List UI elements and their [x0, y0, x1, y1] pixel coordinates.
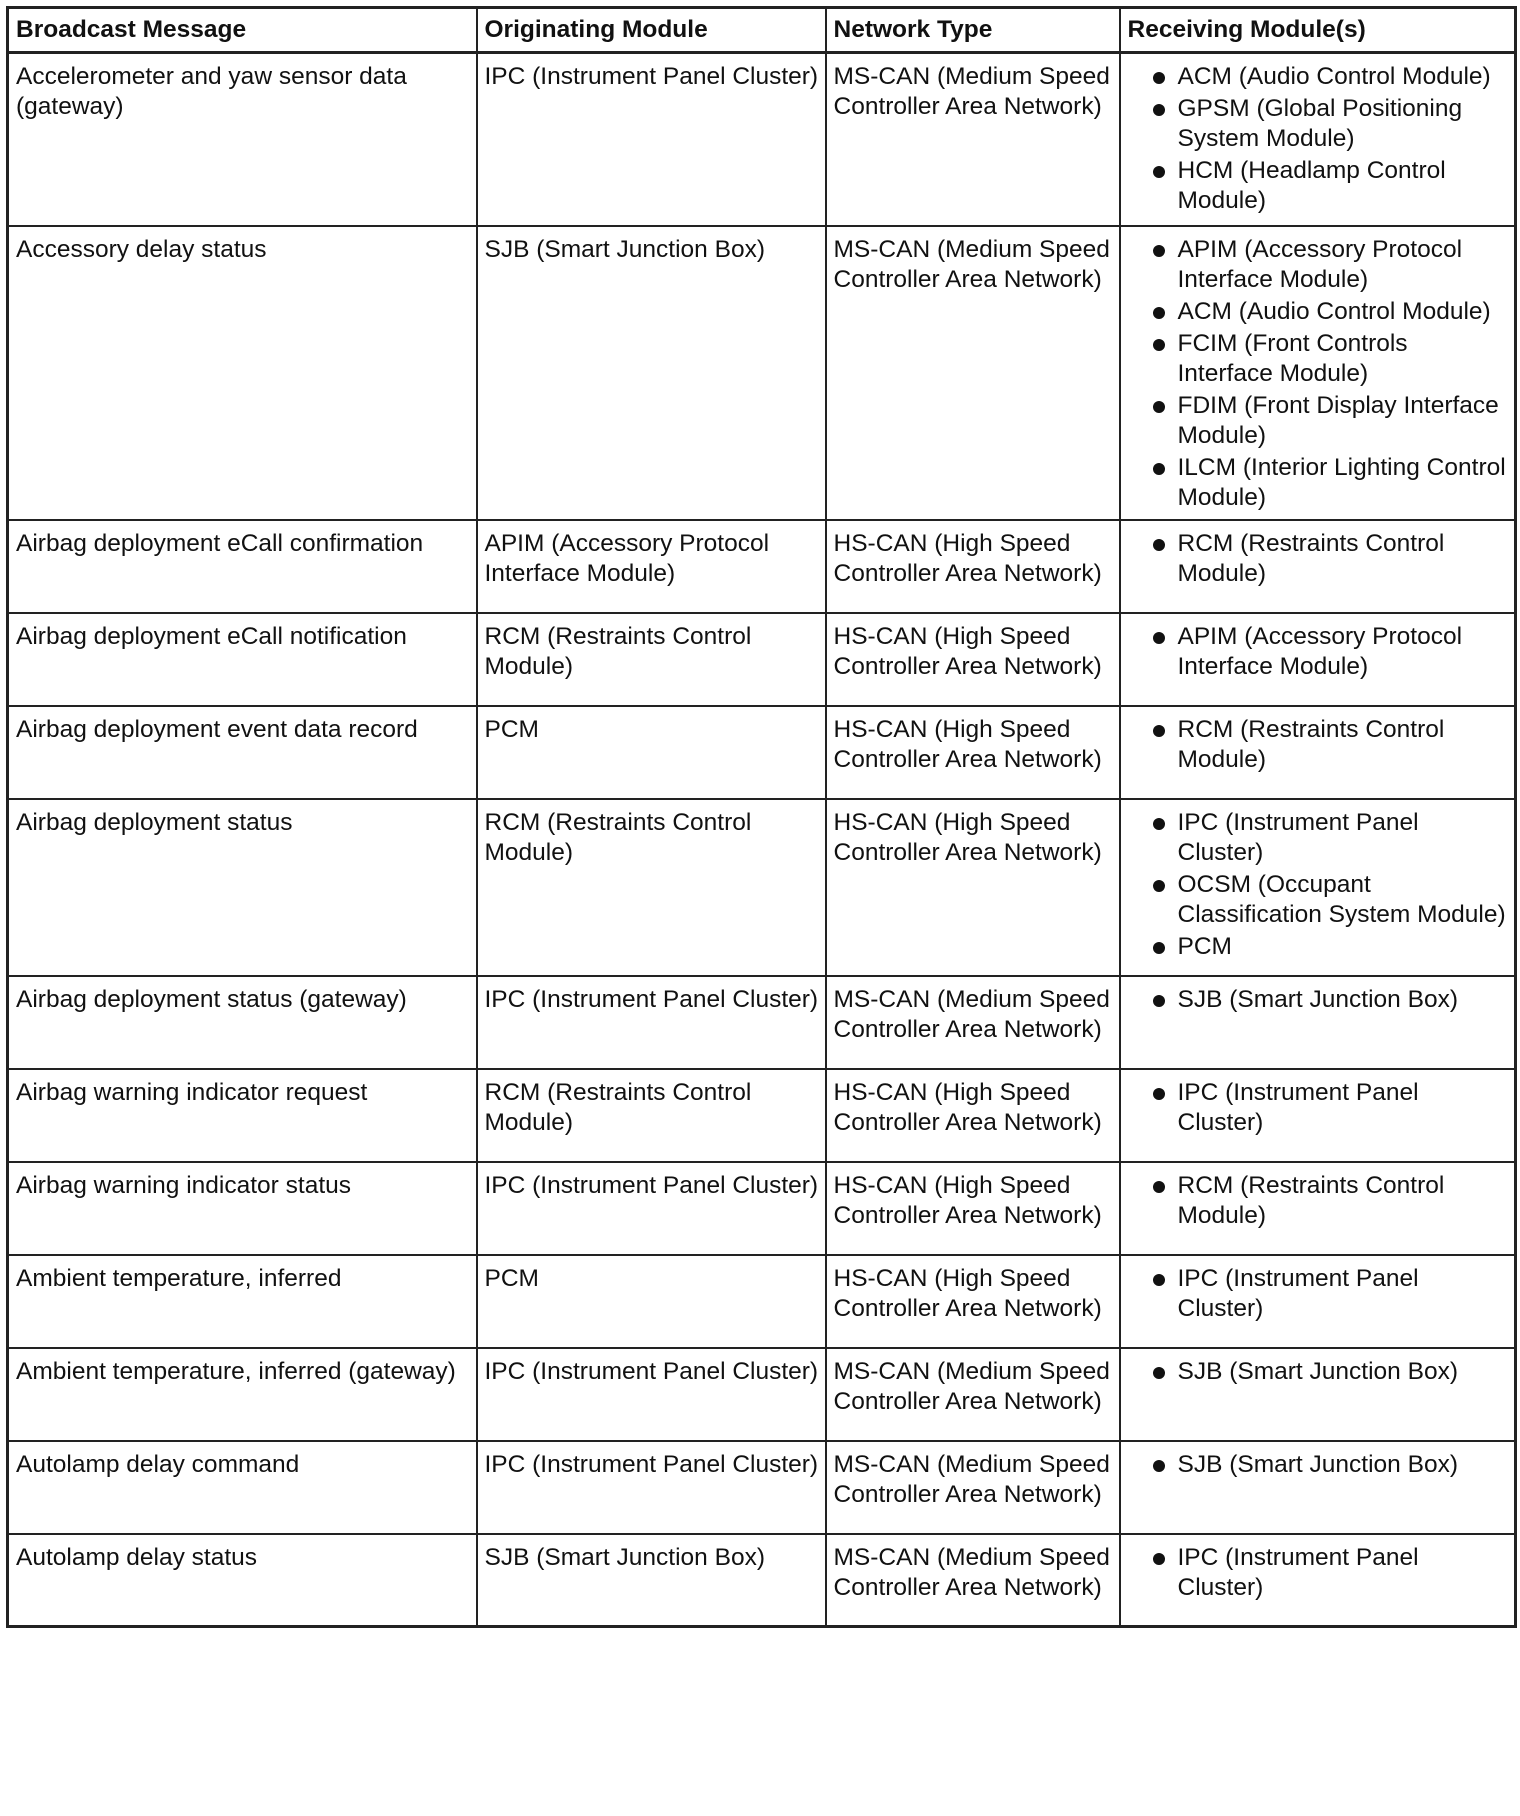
cell-network-type: HS-CAN (High Speed Controller Area Network) — [826, 1162, 1120, 1255]
cell-originating-module: SJB (Smart Junction Box) — [477, 1534, 826, 1627]
cell-broadcast-message: Airbag deployment eCall confirmation — [8, 520, 477, 613]
receiving-module-item: APIM (Accessory Protocol Interface Module) — [1128, 622, 1509, 682]
receiving-module-item: RCM (Restraints Control Module) — [1128, 529, 1509, 589]
cell-network-type: HS-CAN (High Speed Controller Area Network) — [826, 799, 1120, 976]
table-header — [8, 8, 1516, 53]
cell-receiving-modules — [1120, 1069, 1516, 1162]
header-broadcast-message: Broadcast Message — [8, 8, 477, 53]
receiving-module-item: OCSM (Occupant Classification System Module) — [1128, 870, 1509, 930]
receiving-module-item: ACM (Audio Control Module) — [1128, 62, 1509, 92]
cell-originating-module: RCM (Restraints Control Module) — [477, 799, 826, 976]
receiving-module-item: GPSM (Global Positioning System Module) — [1128, 94, 1509, 154]
cell-network-type: MS-CAN (Medium Speed Controller Area Network) — [826, 1348, 1120, 1441]
broadcast-message-table — [6, 6, 1517, 1628]
receiving-module-item: SJB (Smart Junction Box) — [1128, 985, 1509, 1015]
receiving-module-list — [1128, 62, 1509, 216]
table-row — [8, 53, 1516, 226]
receiving-module-item: RCM (Restraints Control Module) — [1128, 1171, 1509, 1231]
receiving-module-list — [1128, 529, 1509, 589]
table-row — [8, 706, 1516, 799]
cell-receiving-modules — [1120, 799, 1516, 976]
receiving-module-list — [1128, 1171, 1509, 1231]
cell-network-type: MS-CAN (Medium Speed Controller Area Network) — [826, 976, 1120, 1069]
table-row — [8, 1069, 1516, 1162]
cell-broadcast-message: Airbag deployment eCall notification — [8, 613, 477, 706]
receiving-module-item: HCM (Headlamp Control Module) — [1128, 156, 1509, 216]
table-row — [8, 1162, 1516, 1255]
header-network-type: Network Type — [826, 8, 1120, 53]
cell-receiving-modules — [1120, 520, 1516, 613]
receiving-module-list — [1128, 1078, 1509, 1138]
cell-network-type: HS-CAN (High Speed Controller Area Network) — [826, 1069, 1120, 1162]
receiving-module-item: RCM (Restraints Control Module) — [1128, 715, 1509, 775]
receiving-module-list — [1128, 1450, 1509, 1480]
cell-broadcast-message: Airbag deployment status (gateway) — [8, 976, 477, 1069]
cell-receiving-modules — [1120, 706, 1516, 799]
document-page — [6, 6, 1514, 1628]
table-row — [8, 1348, 1516, 1441]
table-row — [8, 1441, 1516, 1534]
receiving-module-item: IPC (Instrument Panel Cluster) — [1128, 808, 1509, 868]
cell-receiving-modules — [1120, 226, 1516, 520]
cell-network-type: HS-CAN (High Speed Controller Area Network) — [826, 520, 1120, 613]
cell-broadcast-message: Autolamp delay command — [8, 1441, 477, 1534]
cell-originating-module: IPC (Instrument Panel Cluster) — [477, 1441, 826, 1534]
receiving-module-list — [1128, 985, 1509, 1015]
receiving-module-list — [1128, 1264, 1509, 1324]
header-receiving-modules: Receiving Module(s) — [1120, 8, 1516, 53]
cell-originating-module: IPC (Instrument Panel Cluster) — [477, 53, 826, 226]
receiving-module-item: IPC (Instrument Panel Cluster) — [1128, 1543, 1509, 1603]
receiving-module-item: APIM (Accessory Protocol Interface Module) — [1128, 235, 1509, 295]
cell-broadcast-message: Airbag warning indicator status — [8, 1162, 477, 1255]
cell-network-type: MS-CAN (Medium Speed Controller Area Network) — [826, 1534, 1120, 1627]
cell-broadcast-message: Accessory delay status — [8, 226, 477, 520]
table-row — [8, 520, 1516, 613]
receiving-module-item: IPC (Instrument Panel Cluster) — [1128, 1078, 1509, 1138]
cell-originating-module: SJB (Smart Junction Box) — [477, 226, 826, 520]
receiving-module-item: ILCM (Interior Lighting Control Module) — [1128, 453, 1509, 513]
receiving-module-list — [1128, 1357, 1509, 1387]
cell-receiving-modules — [1120, 1255, 1516, 1348]
table-row — [8, 613, 1516, 706]
cell-originating-module: IPC (Instrument Panel Cluster) — [477, 1162, 826, 1255]
cell-receiving-modules — [1120, 976, 1516, 1069]
receiving-module-item: SJB (Smart Junction Box) — [1128, 1450, 1509, 1480]
header-originating-module: Originating Module — [477, 8, 826, 53]
table-row — [8, 976, 1516, 1069]
receiving-module-list — [1128, 715, 1509, 775]
cell-broadcast-message: Airbag deployment status — [8, 799, 477, 976]
cell-originating-module: PCM — [477, 706, 826, 799]
cell-receiving-modules — [1120, 1162, 1516, 1255]
cell-network-type: MS-CAN (Medium Speed Controller Area Network) — [826, 53, 1120, 226]
receiving-module-item: SJB (Smart Junction Box) — [1128, 1357, 1509, 1387]
table-row — [8, 1534, 1516, 1627]
cell-broadcast-message: Airbag deployment event data record — [8, 706, 477, 799]
cell-receiving-modules — [1120, 1348, 1516, 1441]
receiving-module-list — [1128, 808, 1509, 962]
cell-network-type: MS-CAN (Medium Speed Controller Area Network) — [826, 226, 1120, 520]
cell-receiving-modules — [1120, 53, 1516, 226]
receiving-module-list — [1128, 622, 1509, 682]
cell-originating-module: RCM (Restraints Control Module) — [477, 613, 826, 706]
table-body — [8, 53, 1516, 1627]
cell-network-type: HS-CAN (High Speed Controller Area Network) — [826, 613, 1120, 706]
receiving-module-item: FDIM (Front Display Interface Module) — [1128, 391, 1509, 451]
cell-receiving-modules — [1120, 1534, 1516, 1627]
table-row — [8, 799, 1516, 976]
receiving-module-item: PCM — [1128, 932, 1509, 962]
receiving-module-list — [1128, 235, 1509, 513]
header-row — [8, 8, 1516, 53]
cell-broadcast-message: Ambient temperature, inferred — [8, 1255, 477, 1348]
cell-network-type: HS-CAN (High Speed Controller Area Network) — [826, 1255, 1120, 1348]
cell-broadcast-message: Autolamp delay status — [8, 1534, 477, 1627]
cell-originating-module: IPC (Instrument Panel Cluster) — [477, 976, 826, 1069]
cell-originating-module: PCM — [477, 1255, 826, 1348]
receiving-module-item: FCIM (Front Controls Interface Module) — [1128, 329, 1509, 389]
cell-network-type: HS-CAN (High Speed Controller Area Network) — [826, 706, 1120, 799]
cell-originating-module: IPC (Instrument Panel Cluster) — [477, 1348, 826, 1441]
cell-originating-module: APIM (Accessory Protocol Interface Module) — [477, 520, 826, 613]
cell-broadcast-message: Ambient temperature, inferred (gateway) — [8, 1348, 477, 1441]
receiving-module-list — [1128, 1543, 1509, 1603]
cell-receiving-modules — [1120, 613, 1516, 706]
table-row — [8, 1255, 1516, 1348]
cell-network-type: MS-CAN (Medium Speed Controller Area Network) — [826, 1441, 1120, 1534]
table-row — [8, 226, 1516, 520]
receiving-module-item: IPC (Instrument Panel Cluster) — [1128, 1264, 1509, 1324]
cell-broadcast-message: Airbag warning indicator request — [8, 1069, 477, 1162]
cell-originating-module: RCM (Restraints Control Module) — [477, 1069, 826, 1162]
cell-receiving-modules — [1120, 1441, 1516, 1534]
receiving-module-item: ACM (Audio Control Module) — [1128, 297, 1509, 327]
cell-broadcast-message: Accelerometer and yaw sensor data (gateway) — [8, 53, 477, 226]
